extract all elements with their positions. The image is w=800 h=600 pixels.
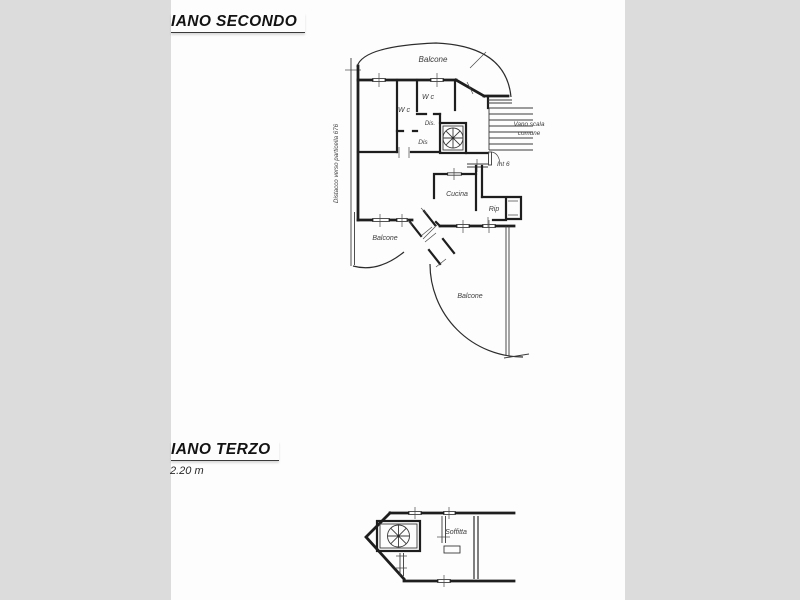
angled-door-passage bbox=[406, 208, 454, 267]
label-balcone-top: Balcone bbox=[418, 55, 448, 64]
attic-window-symbols bbox=[408, 507, 456, 587]
label-vano-scala-1: Vano scala bbox=[513, 121, 545, 128]
label-int6: Int 6 bbox=[497, 161, 510, 168]
label-cucina: Cucina bbox=[446, 191, 468, 198]
label-boundary: Distacco verso particella 676 bbox=[333, 123, 340, 203]
balcony-left-arc bbox=[353, 252, 404, 268]
spiral-staircase-icon bbox=[440, 123, 466, 153]
label-dis-lower: Dis bbox=[418, 139, 428, 146]
piano-secondo-plan bbox=[333, 43, 545, 358]
piano-terzo-title: IANO TERZO bbox=[171, 441, 279, 461]
attic-spiral-staircase-icon bbox=[377, 521, 420, 551]
attic-exterior-walls bbox=[366, 513, 514, 581]
label-wc-left: W c bbox=[397, 107, 411, 114]
right-gray-panel bbox=[625, 0, 800, 600]
left-gray-panel bbox=[0, 0, 171, 600]
label-wc-right: W c bbox=[421, 94, 435, 101]
balcony-big-arc bbox=[430, 264, 529, 358]
interior-walls bbox=[358, 80, 488, 158]
exterior-walls bbox=[358, 66, 514, 226]
label-balcone-big: Balcone bbox=[457, 293, 483, 300]
balcony-railing bbox=[506, 226, 509, 356]
piano-terzo-plan bbox=[366, 507, 514, 587]
label-soffitta: Soffitta bbox=[445, 529, 467, 536]
label-vano-scala-2: comune bbox=[517, 130, 541, 137]
label-rip: Rip bbox=[488, 206, 500, 213]
label-balcone-left: Balcone bbox=[372, 235, 398, 242]
entrance-door-icon bbox=[467, 152, 500, 172]
piano-secondo-title: IANO SECONDO bbox=[171, 13, 305, 33]
balcony-top-arc bbox=[357, 43, 511, 97]
ceiling-height-note: 2.20 m bbox=[170, 465, 204, 477]
label-dis-upper: Dis. bbox=[424, 121, 436, 127]
attic-shaft bbox=[444, 546, 460, 553]
